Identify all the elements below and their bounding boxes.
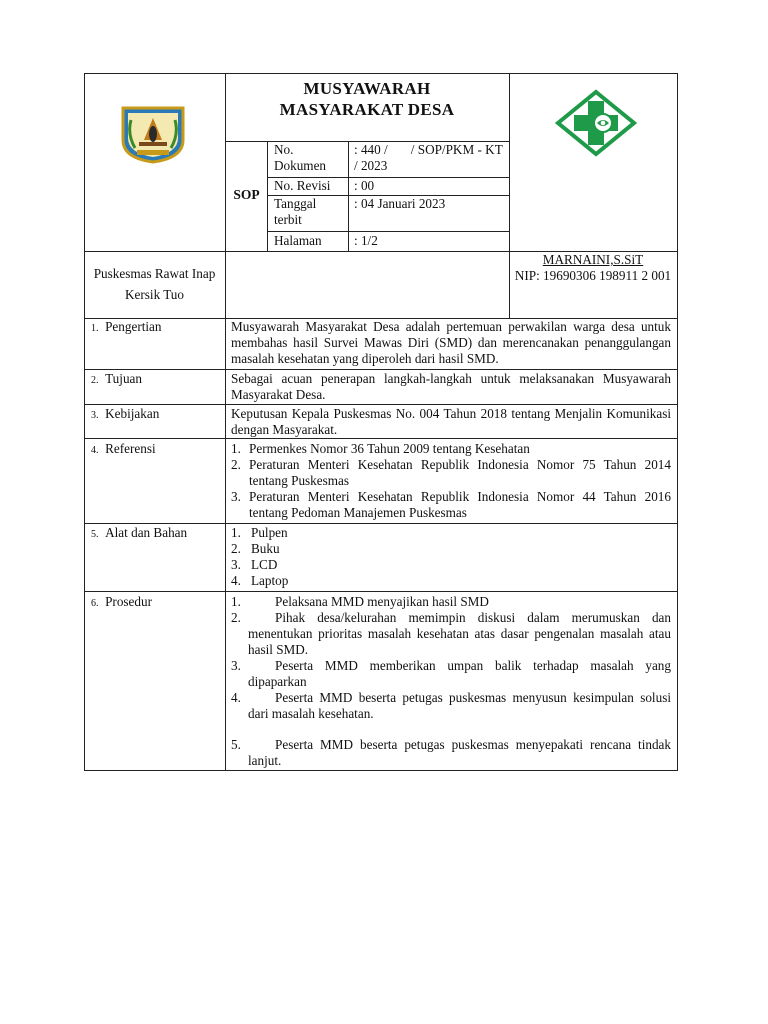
list-item: 1. Pulpen: [231, 525, 288, 540]
section-label-alat-dan-bahan: 5. Alat dan Bahan: [91, 525, 188, 540]
list-item: 1. Permenkes Nomor 36 Tahun 2009 tentang Kesehatan: [231, 441, 530, 456]
signer-block: [512, 252, 674, 284]
section-label-tujuan: 2. Tujuan: [91, 371, 142, 386]
list-item: 4. Peserta MMD beserta petugas puskesmas menyusun kesimpulan solusi dari masalah kesehatan.: [231, 690, 671, 721]
list-item: 2. Buku: [231, 541, 280, 556]
prosedur-list: [231, 594, 671, 769]
regional-emblem-logo: [119, 104, 187, 164]
signer-nip: NIP: 19690306 198911 2 001: [514, 268, 672, 283]
signer-name: MARNAINI,S.SiT: [542, 252, 644, 267]
referensi-list: [231, 441, 671, 521]
section-label-pengertian: 1. Pengertian: [91, 319, 162, 334]
list-item: 5. Peserta MMD beserta petugas puskesmas menyepakati rencana tindak lanjut.: [231, 737, 671, 768]
meta-label-no-revisi: No. Revisi: [274, 178, 331, 193]
alat-bahan-list: [231, 525, 431, 589]
section-label-referensi: 4. Referensi: [91, 441, 156, 456]
list-item: 3. LCD: [231, 557, 278, 572]
meta-label-no-dokumen: No. Dokumen: [274, 142, 327, 173]
list-item: 1. Pelaksana MMD menyajikan hasil SMD: [231, 594, 489, 609]
list-item: 3. Peserta MMD memberikan umpan balik terhadap masalah yang dipaparkan: [231, 658, 671, 689]
meta-label-halaman: Halaman: [274, 233, 322, 248]
list-item: 2. Pihak desa/kelurahan memimpin diskusi dalam merumuskan dan menentukan prioritas masalah kesehatan atas dasar pengenalan masalah atau hasil SMD.: [231, 610, 671, 657]
meta-value-halaman: : 1/2: [354, 233, 378, 248]
list-item: 2. Peraturan Menteri Kesehatan Republik Indonesia Nomor 75 Tahun 2014 tentang Puskesmas: [231, 457, 671, 488]
list-item: 4. Laptop: [231, 573, 289, 588]
meta-value-tanggal-terbit: : 04 Januari 2023: [354, 196, 446, 211]
pengertian-text: Musyawarah Masyarakat Desa adalah pertemuan perwakilan warga desa untuk membahas hasil Survei Mawas Diri (SMD) dan merencanakan penanggulangan masalah kesehatan yang diperoleh dari hasil SMD.: [231, 319, 671, 366]
sop-label: SOP: [233, 187, 260, 202]
kebijakan-text: Keputusan Kepala Puskesmas No. 004 Tahun 2018 tentang Menjalin Komunikasi dengan Masyarakat.: [231, 406, 671, 437]
section-label-kebijakan: 3. Kebijakan: [91, 406, 160, 421]
tujuan-text: Sebagai acuan penerapan langkah-langkah untuk melaksanakan Musyawarah Masyarakat Desa.: [231, 371, 671, 402]
list-item: 3. Peraturan Menteri Kesehatan Republik Indonesia Nomor 44 Tahun 2016 tentang Pedoman Manajemen Puskesmas: [231, 489, 671, 520]
meta-value-no-dokumen: : 440 / / SOP/PKM - KT / 2023: [354, 142, 506, 173]
organization-name: Puskesmas Rawat Inap Kersik Tuo: [93, 266, 216, 302]
puskesmas-logo: [555, 89, 637, 157]
meta-value-no-revisi: : 00: [354, 178, 375, 193]
section-label-prosedur: 6. Prosedur: [91, 594, 152, 609]
sop-title: MUSYAWARAH MASYARAKAT DESA: [279, 79, 455, 119]
meta-label-tanggal-terbit: Tanggal terbit: [274, 196, 317, 227]
